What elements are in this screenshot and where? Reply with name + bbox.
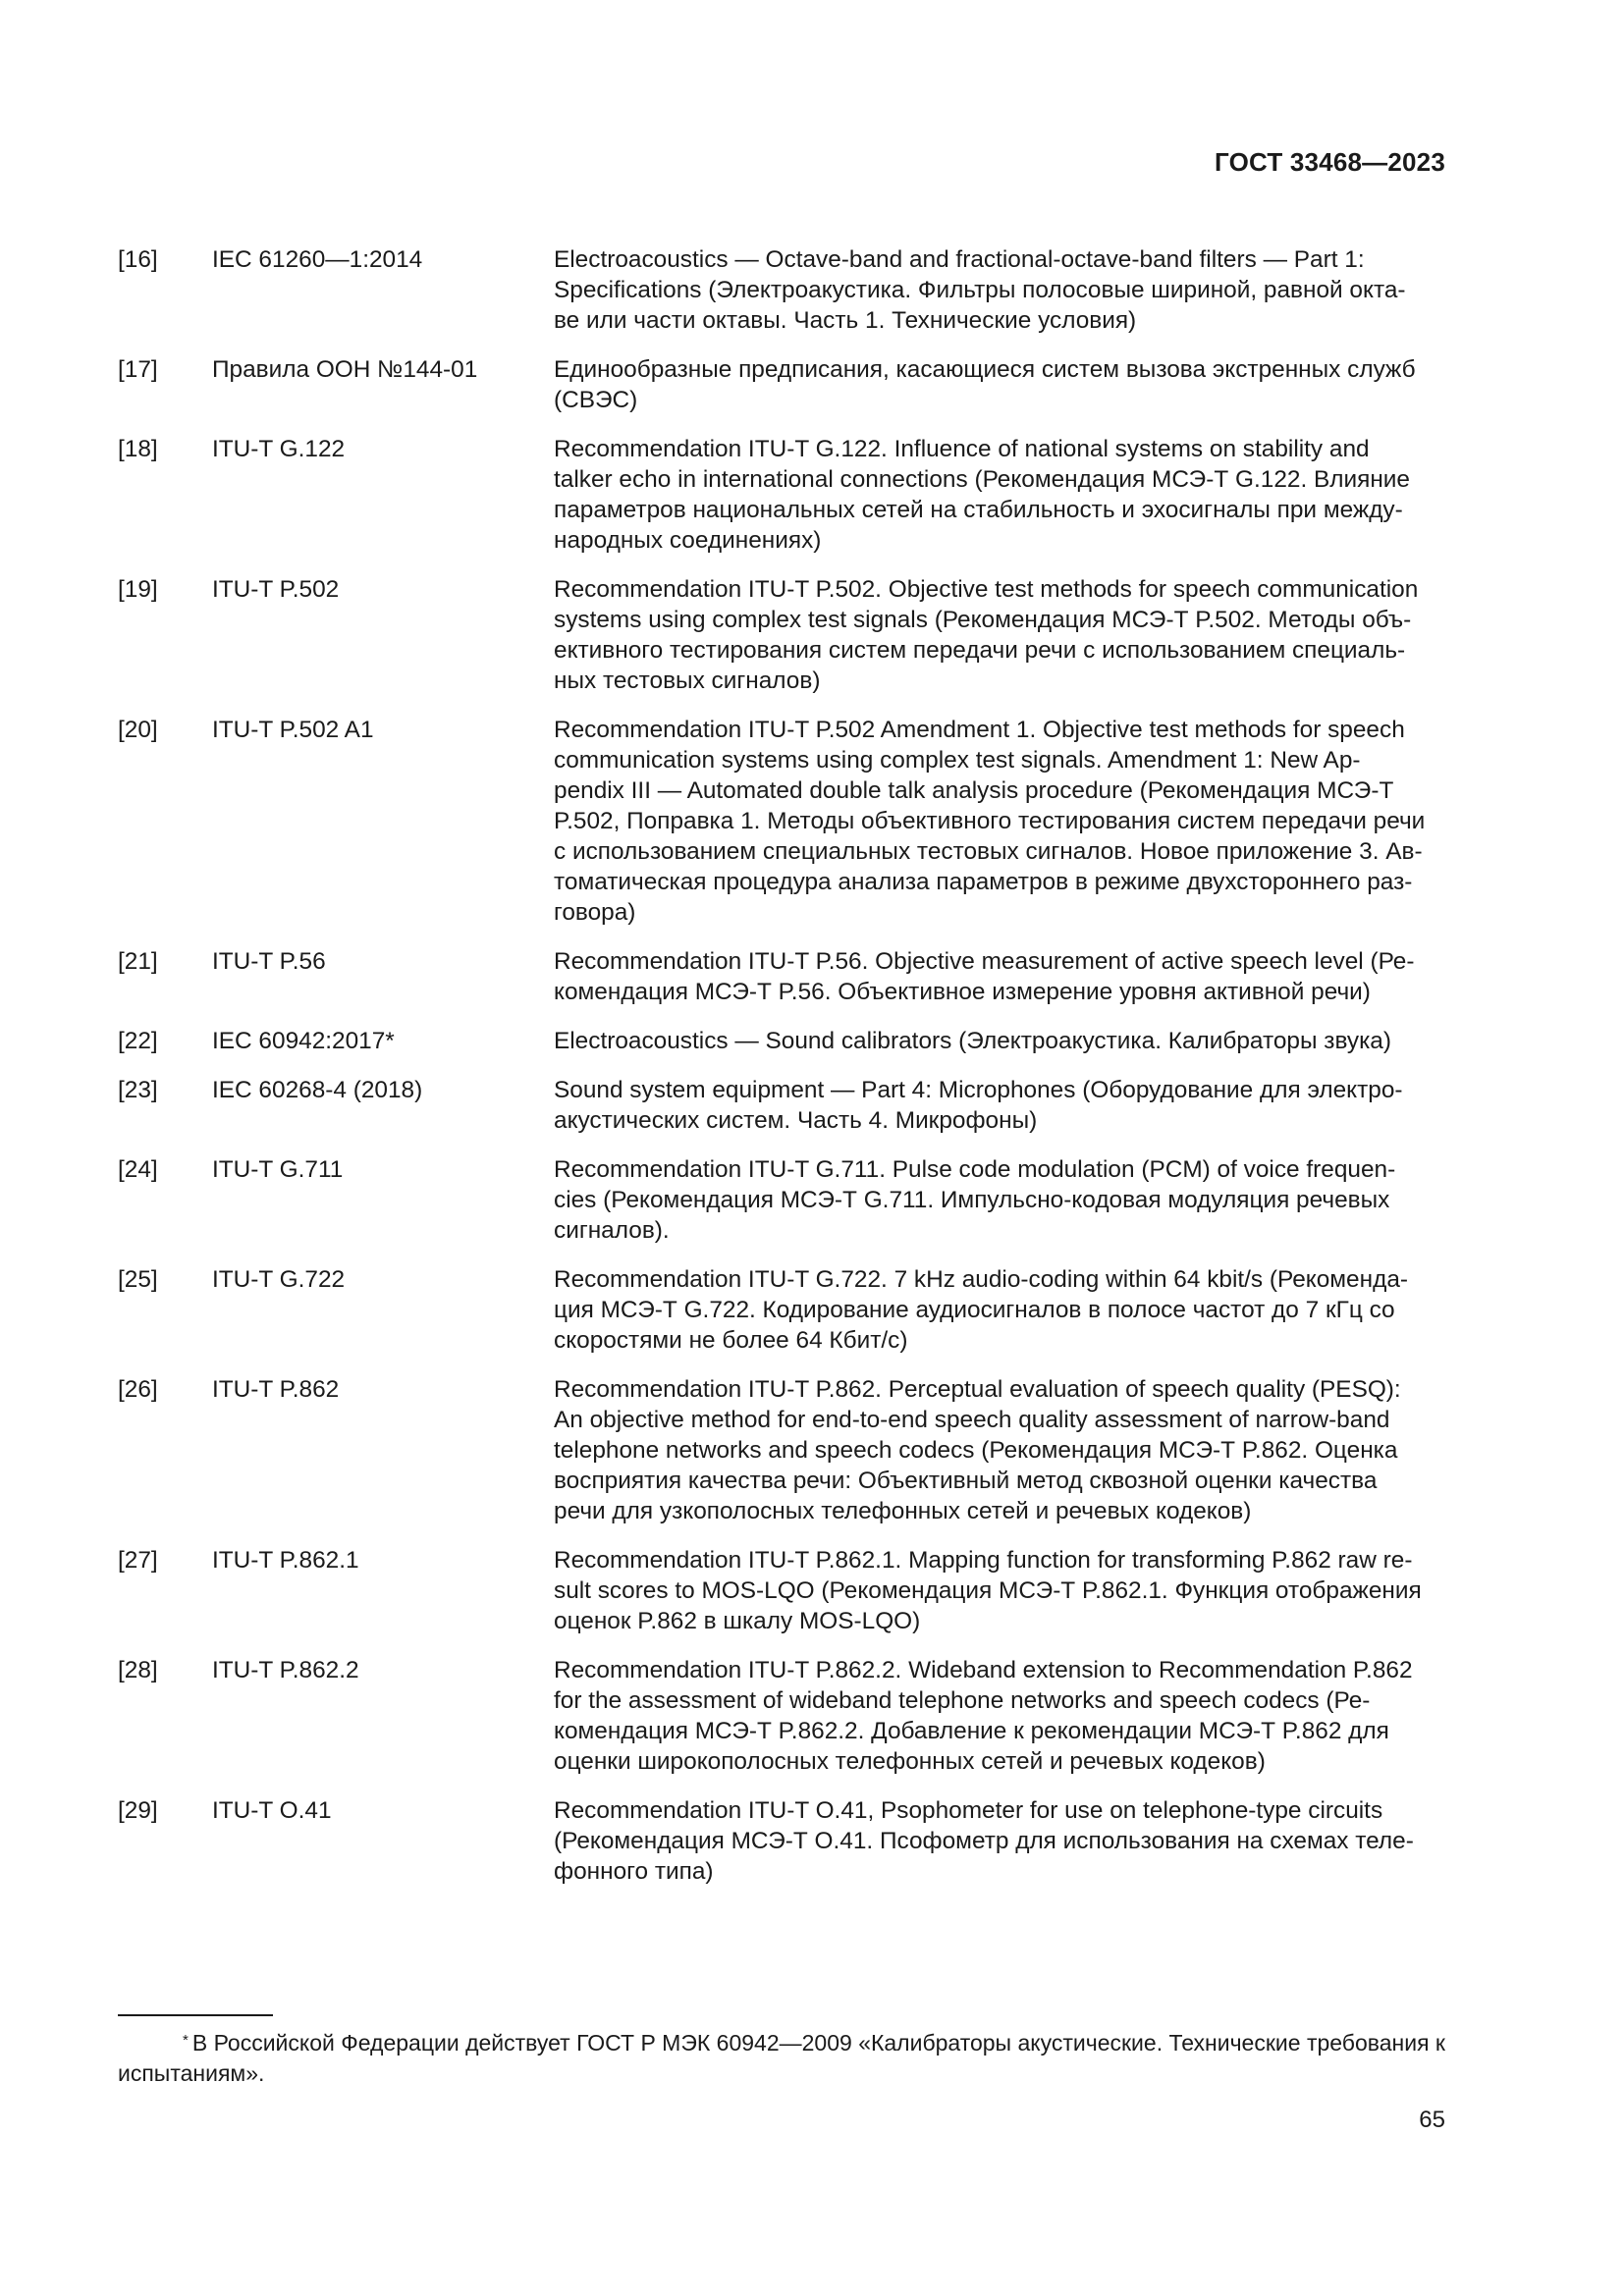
entry-number: [19]	[118, 576, 158, 603]
entry-number: [20]	[118, 717, 158, 743]
bibliography-entry	[118, 715, 1445, 928]
bibliography-entry	[118, 244, 1445, 336]
bibliography-list	[118, 244, 1445, 1905]
entry-code: ITU-T P.502 A1	[212, 717, 374, 743]
page-number: 65	[1419, 2107, 1445, 2133]
bibliography-entry	[118, 1264, 1445, 1356]
entry-description: Recommendation ITU-T G.722. 7 kHz audio-coding within 64 kbit/s (Рекоменда- ция МСЭ-Т G.722. Кодирование аудиосигналов в полосе частот до 7 кГц со скоростями не более 64 Кбит/с)	[554, 1266, 1409, 1354]
entry-number: [26]	[118, 1376, 158, 1403]
bibliography-entry	[118, 1075, 1445, 1136]
bibliography-entry	[118, 1655, 1445, 1777]
entry-number: [17]	[118, 356, 158, 383]
entry-description: Recommendation ITU-T O.41, Psophometer for use on telephone-type circuits (Рекомендация МСЭ-Т О.41. Псофометр для использования на схемах теле- фонного типа)	[554, 1797, 1414, 1885]
document-header-standard: ГОСТ 33468—2023	[1215, 147, 1445, 177]
entry-description: Recommendation ITU-T G.122. Influence of national systems on stability and talker echo in international connections (Рекомендация МСЭ-Т G.122. Влияние параметров национальных сетей на стабильность и эхосигналы при между- народных соединениях)	[554, 436, 1411, 554]
entry-code: ITU-T P.862.1	[212, 1547, 359, 1574]
bibliography-entry	[118, 1795, 1445, 1887]
entry-description: Electroacoustics — Octave-band and fractional-octave-band filters — Part 1: Specifications (Электроакустика. Фильтры полосовые шириной, равной окта- ве или части октавы. Часть 1. Технические условия)	[554, 246, 1406, 334]
bibliography-entry	[118, 1154, 1445, 1246]
entry-code: IEC 61260—1:2014	[212, 246, 423, 273]
entry-number: [24]	[118, 1156, 158, 1183]
entry-code: ITU-T O.41	[212, 1797, 332, 1824]
entry-description: Recommendation ITU-T P.56. Objective measurement of active speech level (Ре- комендация МСЭ-Т P.56. Объективное измерение уровня активной речи)	[554, 948, 1415, 1005]
entry-description: Recommendation ITU-T P.502. Objective test methods for speech communication systems using complex test signals (Рекомендация МСЭ-Т P.502. Методы объ- ективного тестирования систем передачи речи с использованием специаль- ных тестовых сигналов)	[554, 576, 1419, 694]
entry-number: [27]	[118, 1547, 158, 1574]
entry-description: Recommendation ITU-T P.502 Amendment 1. Objective test methods for speech communication systems using complex test signals. Amendment 1: New Ap- pendix III — Automated double talk analysis procedure (Рекомендация МСЭ-Т P.502, Поправка 1. Методы объективного тестирования систем передачи речи с использованием специальных тестовых сигналов. Новое приложение 3. Ав- томатическая процедура анализа параметров в режиме двухстороннего раз- говора)	[554, 717, 1426, 926]
entry-description: Electroacoustics — Sound calibrators (Электроакустика. Калибраторы звука)	[554, 1028, 1391, 1054]
entry-code: IEC 60268-4 (2018)	[212, 1077, 423, 1103]
bibliography-entry	[118, 354, 1445, 415]
entry-number: [21]	[118, 948, 158, 975]
entry-number: [16]	[118, 246, 158, 273]
bibliography-entry	[118, 1545, 1445, 1636]
entry-description: Sound system equipment — Part 4: Microphones (Оборудование для электро- акустических систем. Часть 4. Микрофоны)	[554, 1077, 1403, 1134]
entry-number: [29]	[118, 1797, 158, 1824]
entry-code: IEC 60942:2017*	[212, 1028, 395, 1054]
entry-number: [23]	[118, 1077, 158, 1103]
bibliography-entry	[118, 1374, 1445, 1526]
entry-code: Правила ООН №144-01	[212, 356, 478, 383]
entry-code: ITU-T G.711	[212, 1156, 344, 1183]
entry-description: Recommendation ITU-T P.862.1. Mapping function for transforming P.862 raw re- sult scores to MOS-LQO (Рекомендация МСЭ-Т P.862.1. Функция отображения оценок P.862 в шкалу MOS-LQO)	[554, 1547, 1422, 1634]
entry-code: ITU-T G.722	[212, 1266, 346, 1293]
footnote-separator	[118, 2014, 273, 2016]
entry-number: [22]	[118, 1028, 158, 1054]
footnote-marker: *	[183, 2032, 189, 2049]
entry-code: ITU-T P.862.2	[212, 1657, 359, 1683]
footnote	[118, 2028, 1445, 2089]
bibliography-entry	[118, 574, 1445, 696]
entry-description: Recommendation ITU-T G.711. Pulse code modulation (PCM) of voice frequen- cies (Рекомендация МСЭ-Т G.711. Импульсно-кодовая модуляция речевых сигналов).	[554, 1156, 1396, 1244]
entry-description: Recommendation ITU-T P.862. Perceptual evaluation of speech quality (PESQ): An objective method for end-to-end speech quality assessment of narrow-band telephone networks and speech codecs (Рекомендация МСЭ-Т P.862. Оценка восприятия качества речи: Объективный метод сквозной оценки качества речи для узкополосных телефонных сетей и речевых кодеков)	[554, 1376, 1401, 1524]
entry-number: [28]	[118, 1657, 158, 1683]
entry-code: ITU-T G.122	[212, 436, 346, 462]
entry-code: ITU-T P.862	[212, 1376, 340, 1403]
bibliography-entry	[118, 434, 1445, 556]
bibliography-entry	[118, 946, 1445, 1007]
entry-description: Recommendation ITU-T P.862.2. Wideband extension to Recommendation P.862 for the assessment of wideband telephone networks and speech codecs (Ре- комендация МСЭ-Т P.862.2. Добавление к рекомендации МСЭ-Т P.862 для оценки широкополосных телефонных сетей и речевых кодеков)	[554, 1657, 1413, 1775]
footnote-text: В Российской Федерации действует ГОСТ Р МЭК 60942—2009 «Калибраторы акустические. Технические требования к испытаниям».	[118, 2030, 1445, 2086]
entry-number: [18]	[118, 436, 158, 462]
bibliography-entry	[118, 1026, 1445, 1056]
entry-number: [25]	[118, 1266, 158, 1293]
entry-code: ITU-T P.502	[212, 576, 340, 603]
entry-description: Единообразные предписания, касающиеся систем вызова экстренных служб (СВЭС)	[554, 356, 1416, 413]
entry-code: ITU-T P.56	[212, 948, 326, 975]
